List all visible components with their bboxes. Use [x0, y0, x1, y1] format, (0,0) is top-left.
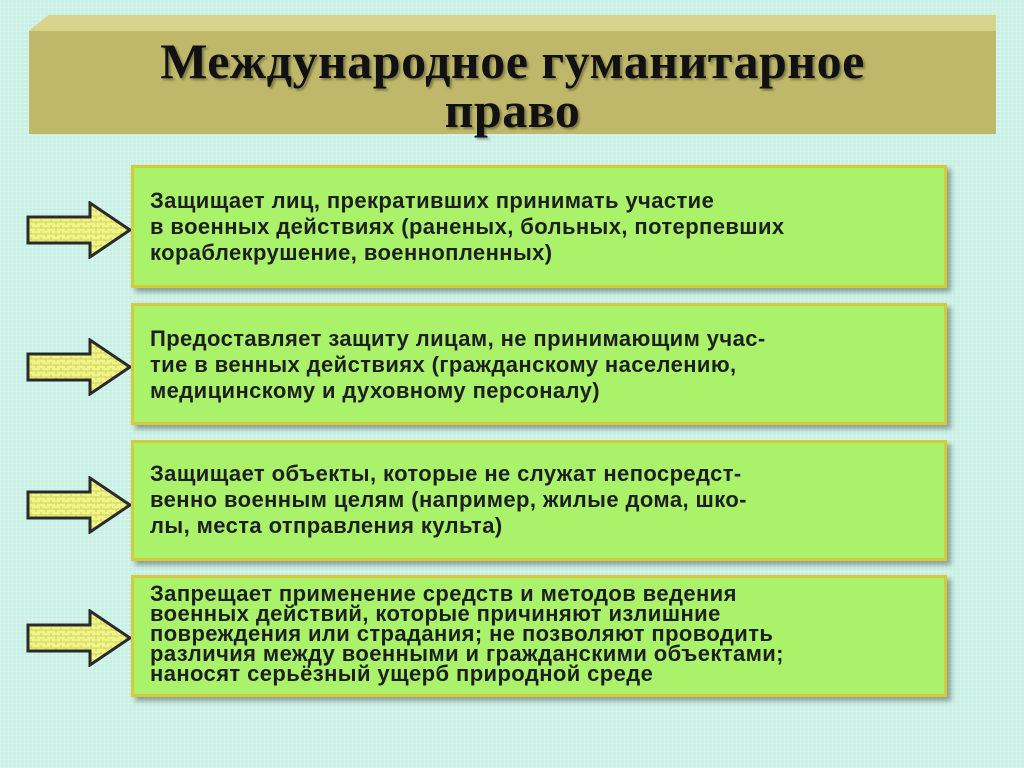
title-line-2: право — [444, 82, 581, 138]
item-3-line-1: Защищает объекты, которые не служат непосредст- — [150, 461, 742, 486]
item-box-1 — [131, 165, 947, 288]
page-title — [29, 33, 996, 138]
title-banner — [29, 31, 996, 138]
right-arrow-icon — [26, 609, 134, 667]
item-2-line-3: медицинскому и духовному персоналу) — [150, 378, 600, 403]
item-box-4 — [131, 575, 947, 697]
item-text-4 — [150, 581, 928, 686]
item-1-line-1: Защищает лиц, прекративших принимать участие — [150, 188, 715, 213]
right-arrow-icon — [26, 201, 134, 259]
item-2-line-1: Предоставляет защиту лицам, не принимающим учас- — [150, 326, 766, 351]
item-4-line-1: Запрещает применение средств и методов ведения — [150, 581, 737, 606]
item-3-line-2: венно военным целям (например, жилые дома, шко- — [150, 487, 747, 512]
item-1-line-2: в военных действиях (раненых, больных, потерпевших — [150, 214, 785, 239]
item-3-line-3: лы, места отправления культа) — [150, 513, 503, 538]
right-arrow-icon — [26, 338, 134, 396]
item-2-line-2: тие в венных действиях (гражданскому населению, — [150, 352, 737, 377]
item-4-line-5: наносят серьёзный ущерб природной среде — [150, 661, 654, 686]
item-text-3 — [150, 461, 928, 539]
item-text-1 — [150, 188, 928, 266]
item-4-line-4: различия между военными и гражданскими объектами; — [150, 641, 784, 666]
item-box-3 — [131, 440, 947, 561]
item-4-line-2: военных действий, которые причиняют излишние — [150, 601, 721, 626]
right-arrow-icon — [26, 476, 134, 534]
item-1-line-3: кораблекрушение, военнопленных) — [150, 240, 553, 265]
title-line-1: Международное гуманитарное — [160, 33, 865, 89]
item-text-2 — [150, 326, 928, 404]
item-box-2 — [131, 303, 947, 425]
item-4-line-3: повреждения или страдания; не позволяют проводить — [150, 621, 774, 646]
